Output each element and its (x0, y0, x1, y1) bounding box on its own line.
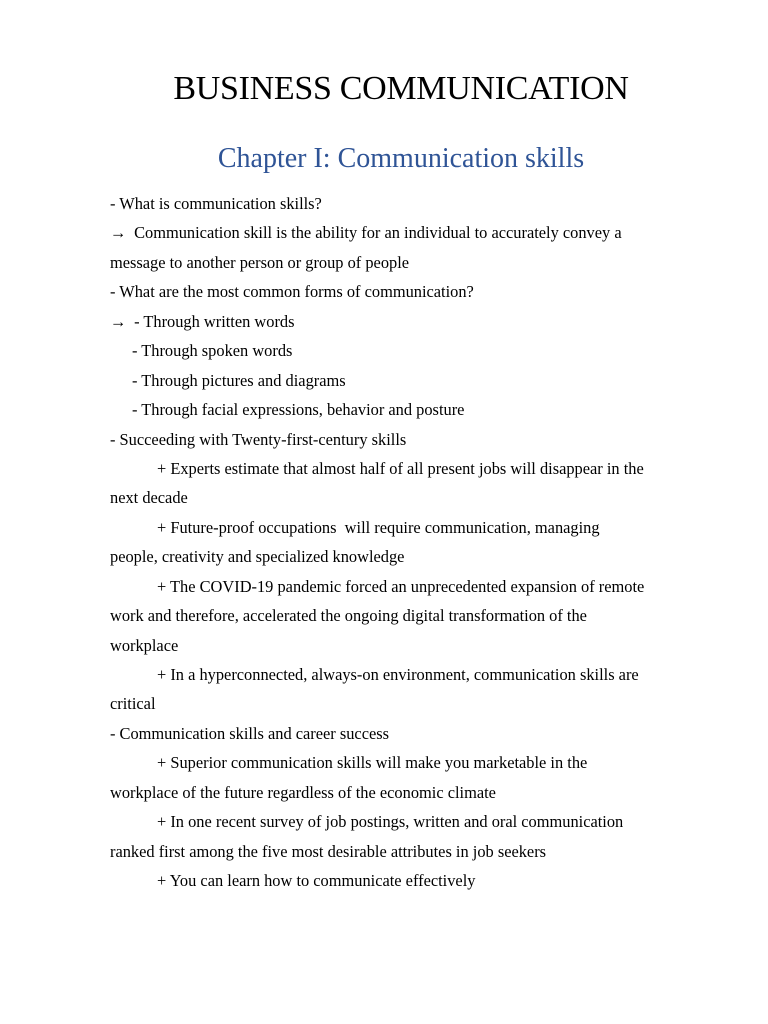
bullet-continuation-line: critical (110, 694, 156, 714)
right-arrow-icon: → (110, 311, 127, 331)
answer-line (110, 307, 750, 336)
document-body (110, 189, 750, 896)
question-line: - What are the most common forms of communication? (110, 282, 474, 302)
list-item: - Through pictures and diagrams (132, 370, 346, 390)
bullet-continuation-line: work and therefore, accelerated the ongoing digital transformation of the (110, 606, 587, 626)
question-line: - What is communication skills? (110, 194, 322, 213)
bullet-line: + Superior communication skills will make you marketable in the (157, 753, 588, 773)
bullet-continuation-line: ranked first among the five most desirable attributes in job seekers (110, 841, 547, 861)
answer-line (110, 218, 750, 247)
bullet-continuation-line: next decade (110, 488, 188, 508)
bullet-continuation-line: people, creativity and specialized knowledge (110, 547, 405, 567)
list-item: - Through spoken words (132, 341, 293, 361)
bullet-continuation-line: workplace of the future regardless of the economic climate (110, 782, 496, 802)
document-title: BUSINESS COMMUNICATION (173, 70, 629, 107)
bullet-line: + Experts estimate that almost half of all present jobs will disappear in the (157, 458, 644, 478)
bullet-line: + In one recent survey of job postings, written and oral communication (157, 812, 624, 832)
bullet-line: + Future-proof occupations will require communication, managing (157, 517, 600, 537)
bullet-line: + You can learn how to communicate effectively (157, 871, 476, 891)
bullet-continuation-line: workplace (110, 635, 179, 655)
list-item: - Through facial expressions, behavior and posture (132, 400, 465, 420)
section-heading-line: - Communication skills and career success (110, 723, 390, 743)
answer-text: - Through written words (130, 311, 295, 331)
answer-continuation-line: message to another person or group of people (110, 252, 410, 272)
bullet-line: + The COVID-19 pandemic forced an unprecedented expansion of remote (157, 576, 645, 596)
chapter-title: Chapter I: Communication skills (217, 143, 585, 174)
right-arrow-icon: → (110, 223, 127, 243)
answer-text: Communication skill is the ability for an individual to accurately convey a (130, 223, 622, 243)
bullet-line: + In a hyperconnected, always-on environment, communication skills are (157, 665, 639, 684)
section-heading-line: - Succeeding with Twenty-first-century skills (110, 429, 407, 449)
